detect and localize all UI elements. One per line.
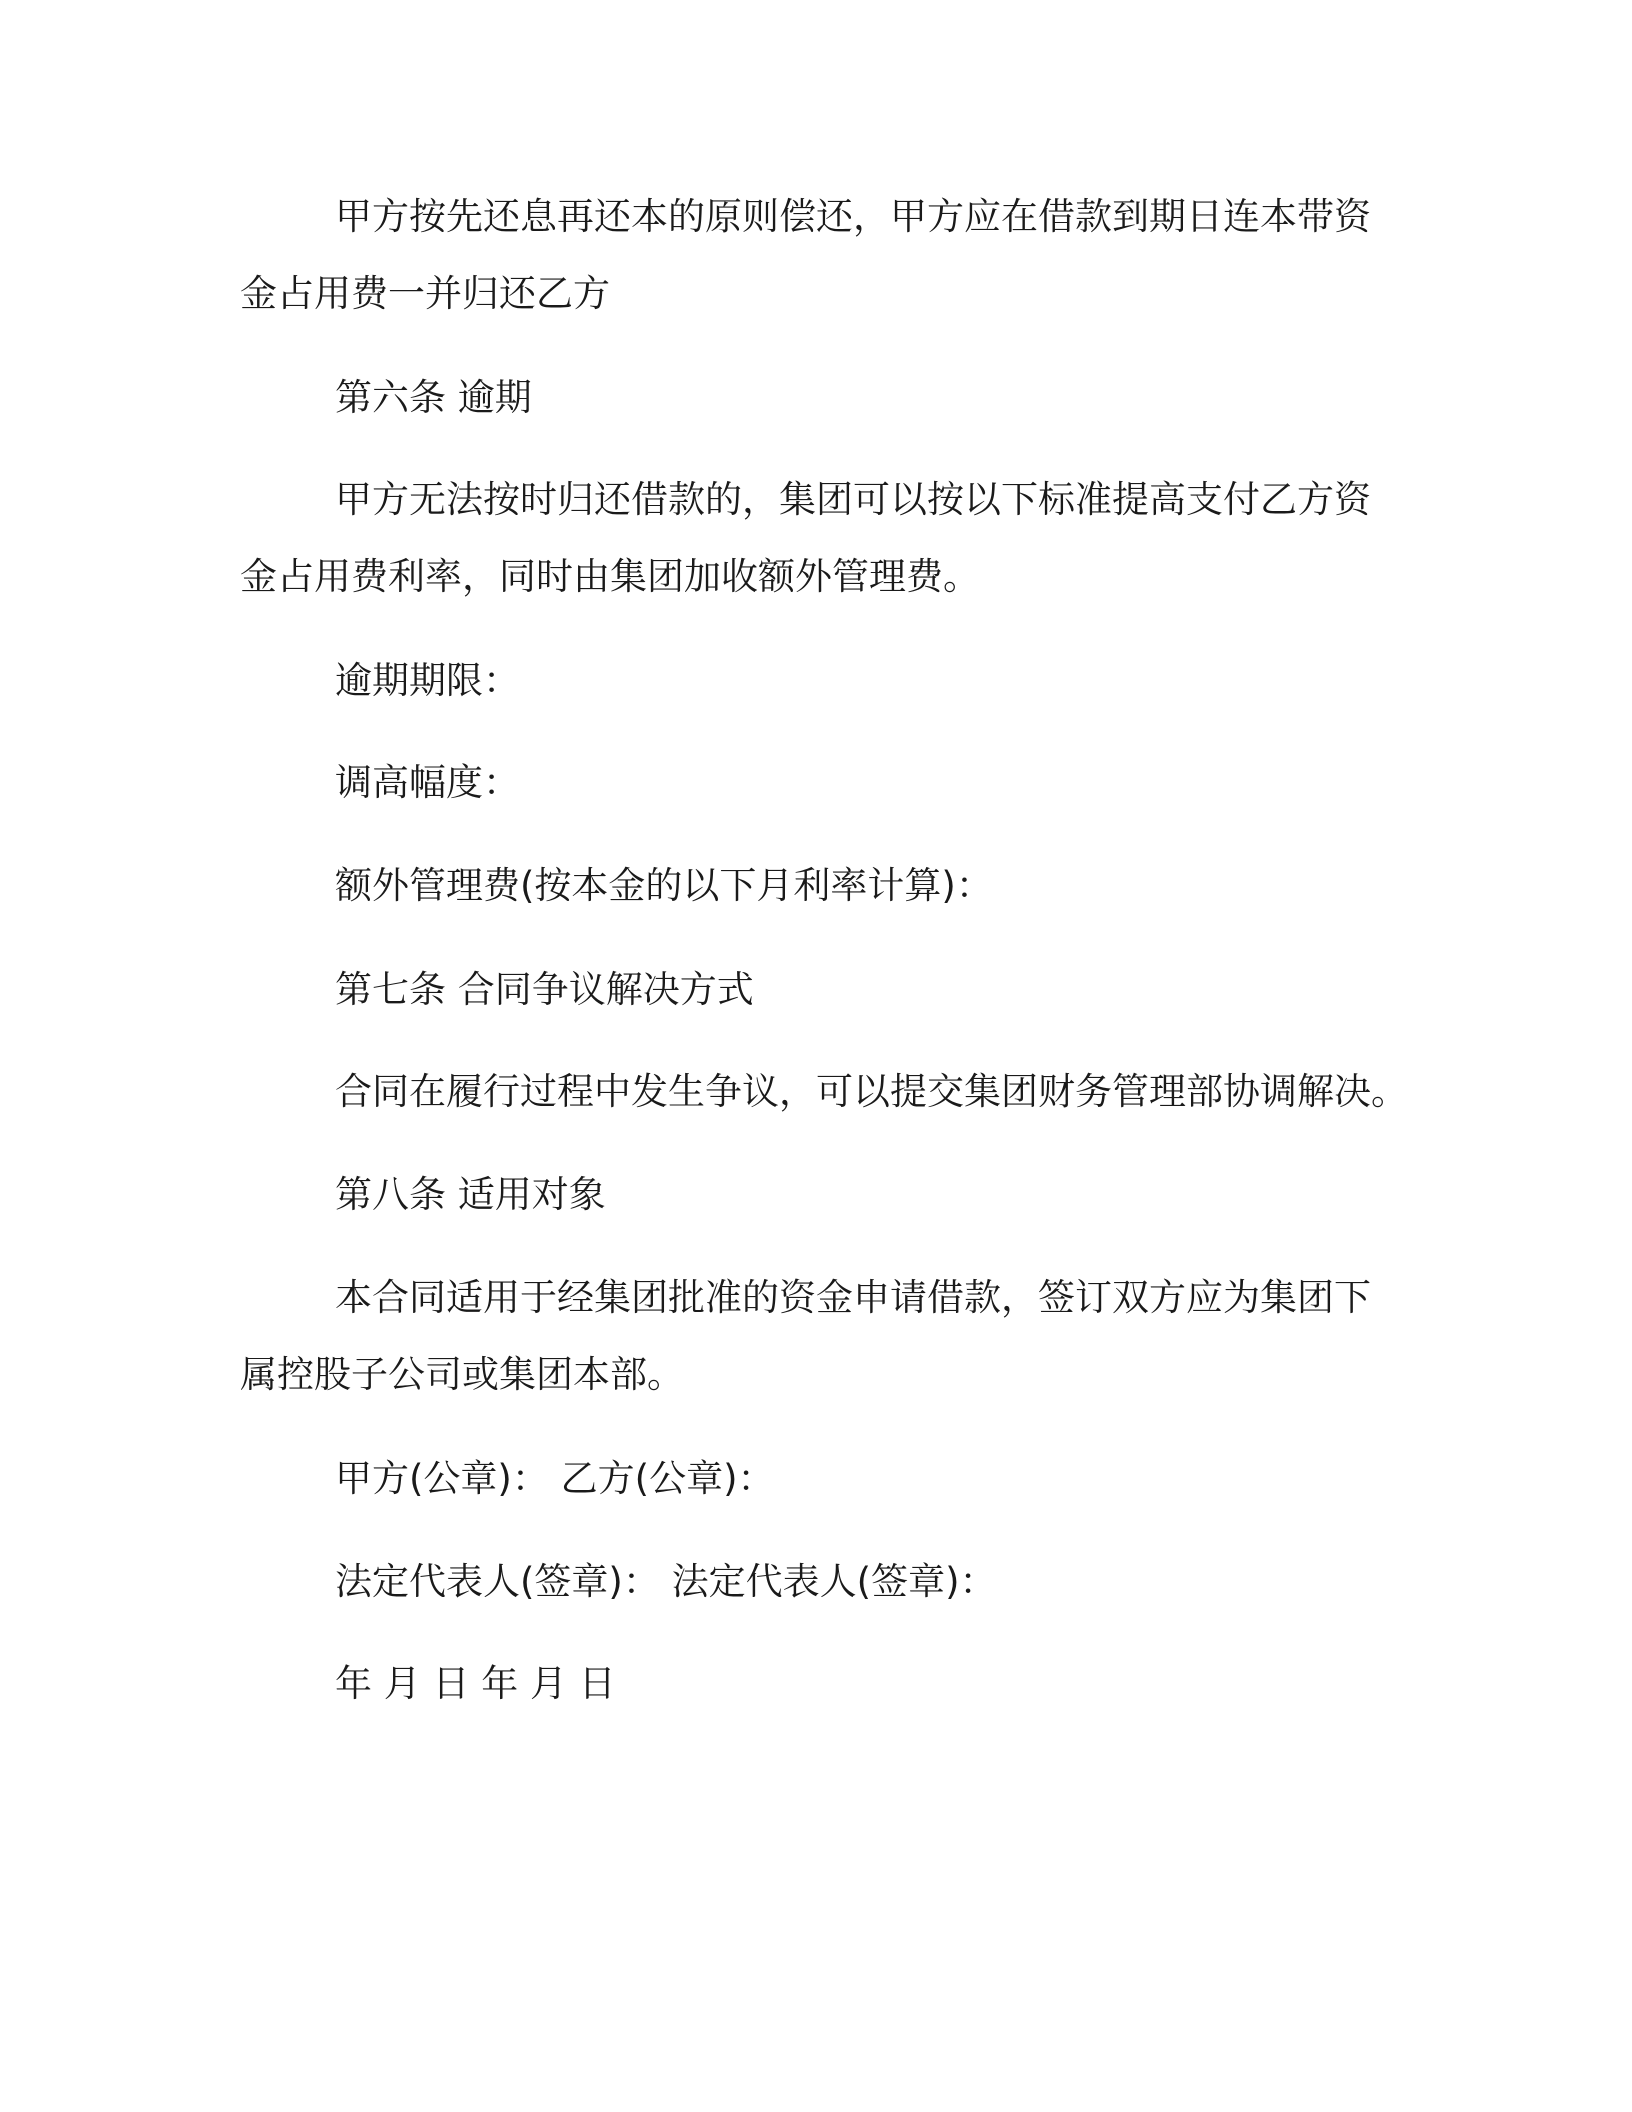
- paragraph-repayment-line-2: 金占用费一并归还乙方: [240, 272, 610, 315]
- article-8-heading: 第八条 适用对象: [335, 1173, 606, 1216]
- signature-seal-line: 甲方(公章)： 乙方(公章)：: [335, 1457, 775, 1500]
- extra-management-fee-label: 额外管理费(按本金的以下月利率计算)：: [335, 864, 993, 907]
- paragraph-overdue-line-2: 金占用费利率，同时由集团加收额外管理费。: [240, 555, 980, 598]
- signature-date-line: 年 月 日 年 月 日: [335, 1662, 616, 1705]
- article-6-heading: 第六条 逾期: [335, 376, 532, 419]
- paragraph-dispute: 合同在履行过程中发生争议，可以提交集团财务管理部协调解决。: [335, 1070, 1408, 1113]
- paragraph-scope-line-1: 本合同适用于经集团批准的资金申请借款，签订双方应为集团下: [335, 1276, 1371, 1319]
- paragraph-scope-line-2: 属控股子公司或集团本部。: [240, 1353, 684, 1396]
- rate-increase-label: 调高幅度：: [335, 761, 520, 804]
- overdue-period-label: 逾期期限：: [335, 659, 520, 702]
- article-7-heading: 第七条 合同争议解决方式: [335, 968, 754, 1011]
- paragraph-overdue-line-1: 甲方无法按时归还借款的，集团可以按以下标准提高支付乙方资: [335, 478, 1371, 521]
- signature-representative-line: 法定代表人(签章)： 法定代表人(签章)：: [335, 1560, 997, 1603]
- paragraph-repayment-line-1: 甲方按先还息再还本的原则偿还，甲方应在借款到期日连本带资: [335, 195, 1371, 238]
